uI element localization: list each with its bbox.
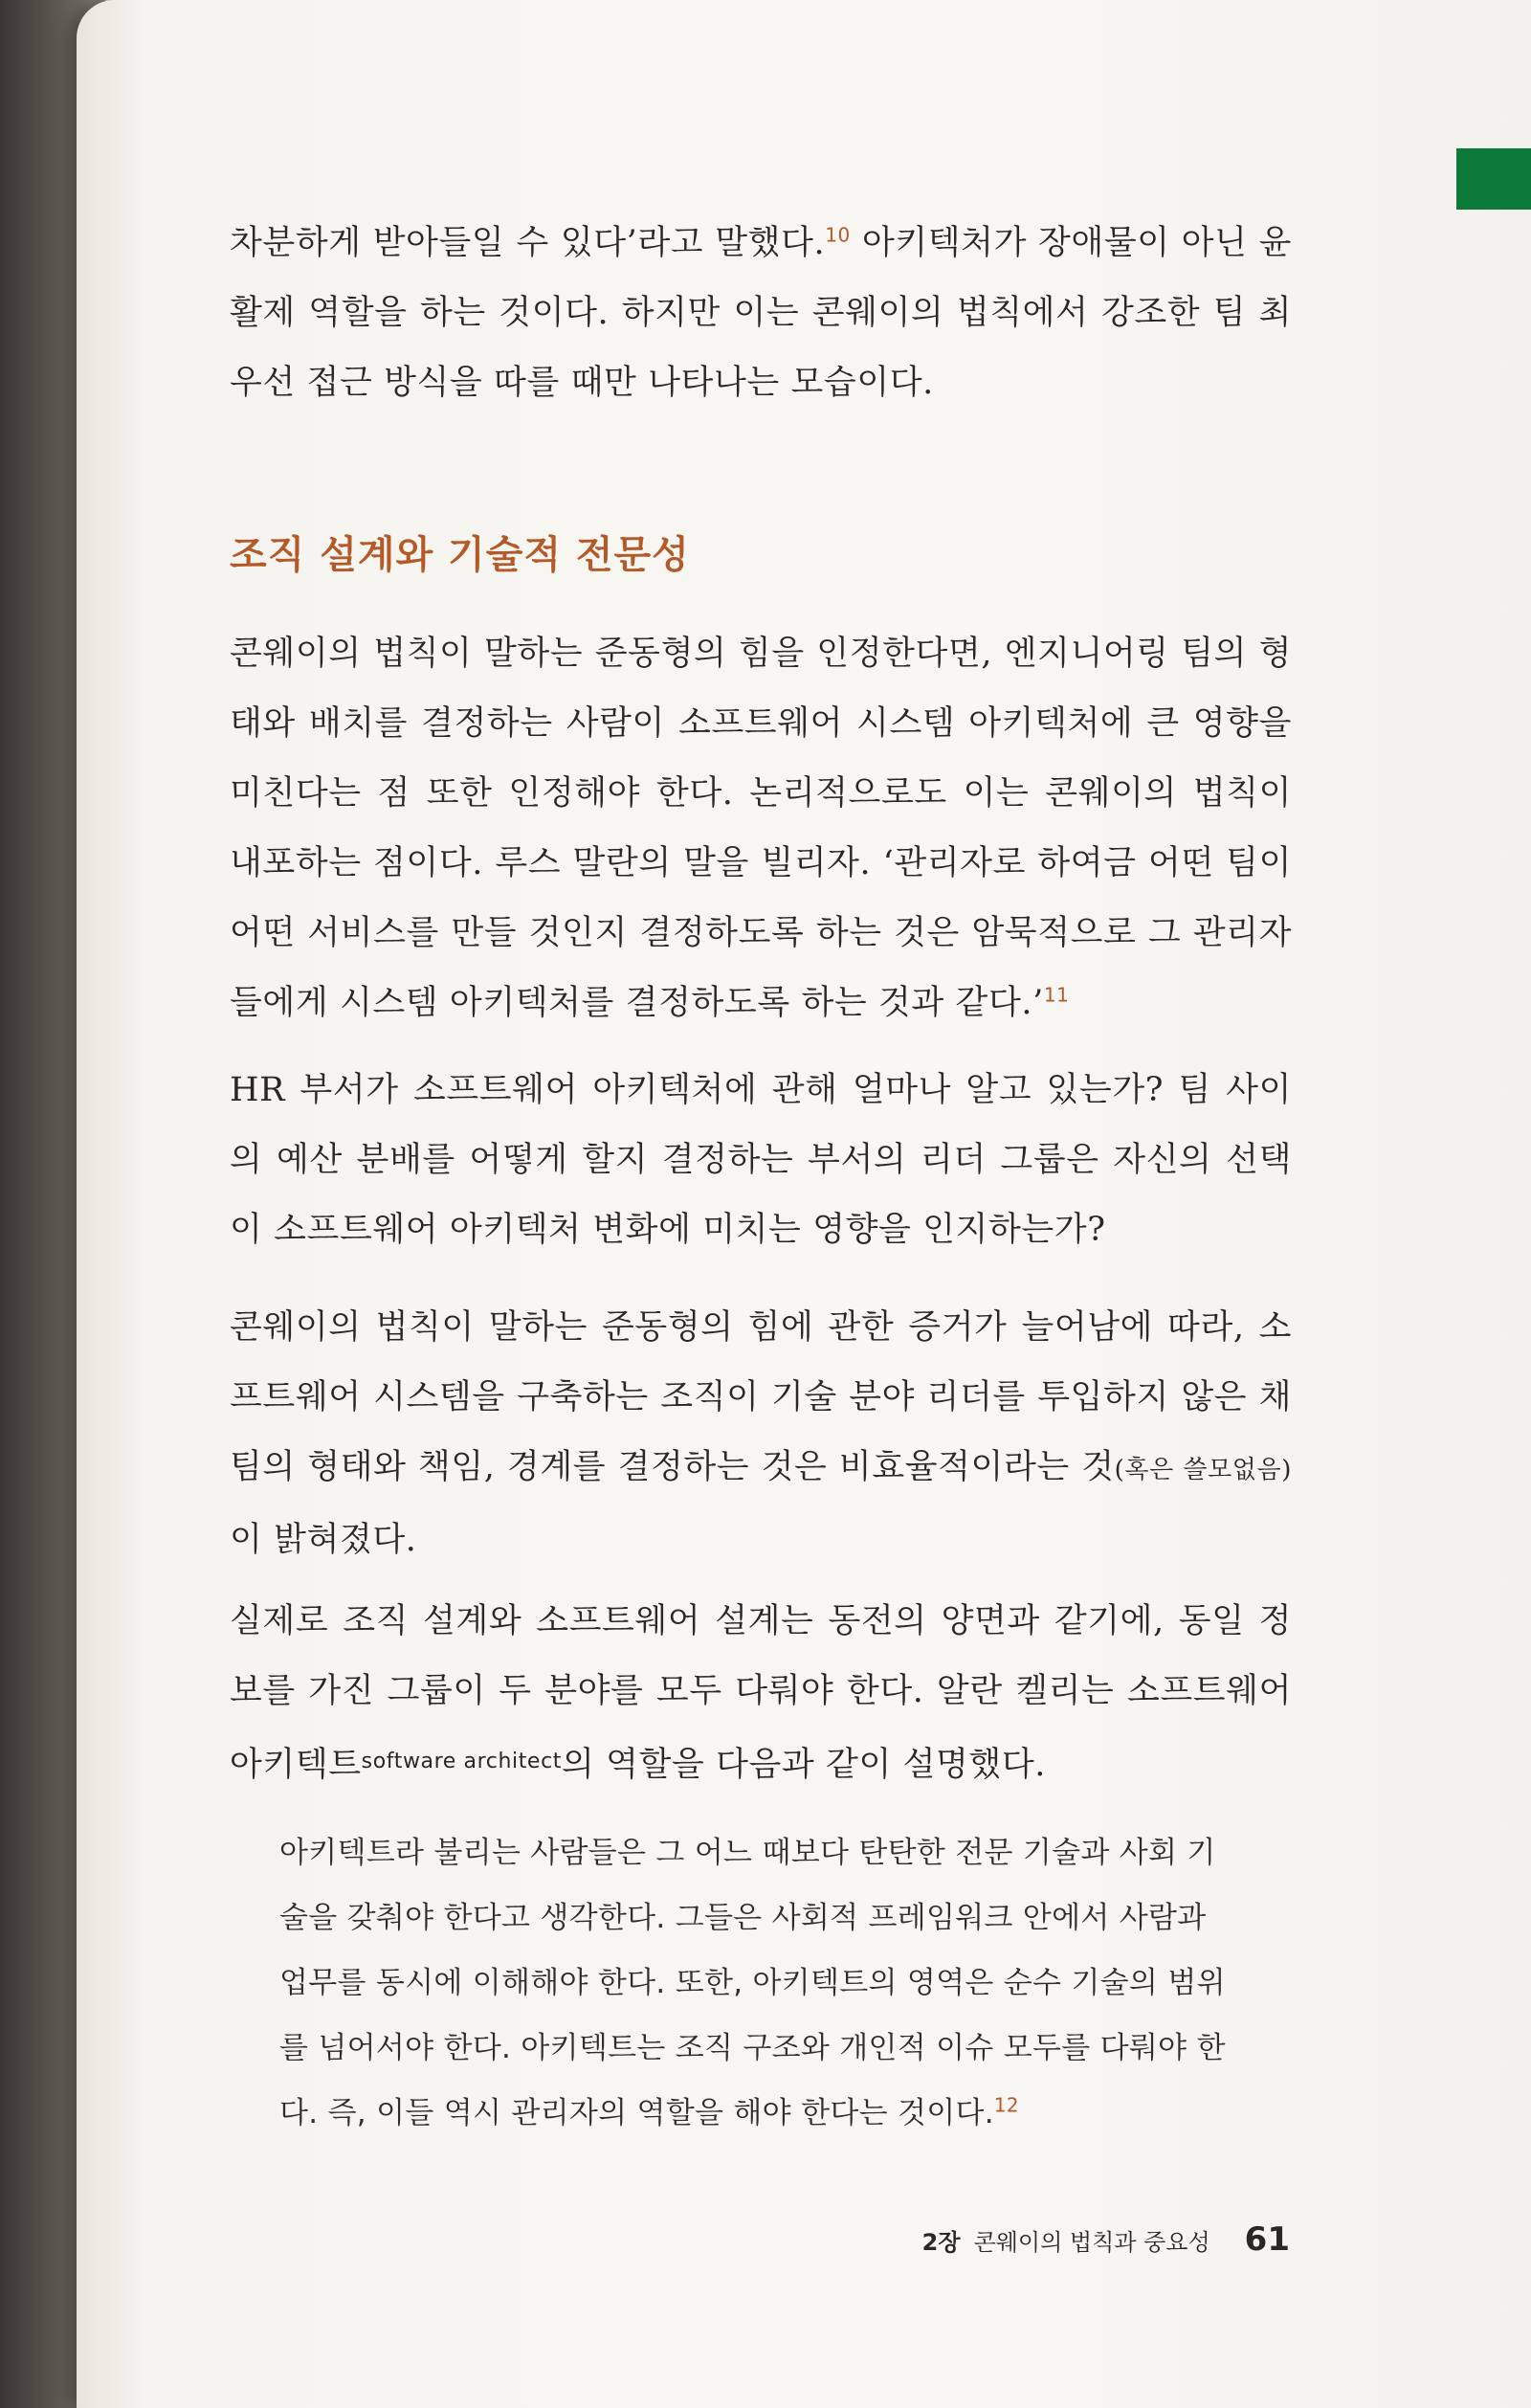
paragraph-4-english-term: software architect	[361, 1750, 562, 1773]
footnote-marker-12: 12	[993, 2093, 1019, 2117]
paragraph-4-text: 실제로 조직 설계와 소프트웨어 설계는 동전의 양면과 같기에, 동일 정보를 가진 그룹이 두 분야를 모두 다뤄야 한다. 알란 켈리는 소프트웨어 아키텍트	[230, 1602, 1292, 1784]
footer-chapter: 2장	[921, 2229, 961, 2256]
intro-line-2: 아키텍처가 장애물이 아닌 윤활제 역할을 하는 것이다. 하지만 이는 콘웨이의 법칙에서 강조한 팀 최우선 접근 방식을 따를 때만 나타나는 모습이다.	[230, 224, 1293, 402]
paragraph-3	[230, 1293, 1292, 1575]
paragraph-2	[230, 1056, 1292, 1265]
paragraph-1	[230, 619, 1292, 1038]
footnote-marker-11: 11	[1043, 983, 1070, 1007]
intro-line-1: 차분하게 받아들일 수 있다’라고 말했다.	[230, 224, 826, 262]
paragraph-3-aside: (혹은 쓸모없음)	[1114, 1456, 1292, 1484]
paragraph-4-end: 의 역할을 다음과 같이 설명했다.	[562, 1746, 1046, 1784]
paragraph-3-text: 콘웨이의 법칙이 말하는 준동형의 힘에 관한 증거가 늘어남에 따라, 소프트웨어 시스템을 구축하는 조직이 기술 분야 리더를 투입하지 않은 채 팀의 형태와 책임, 경계를 결정하는 것은 비효율적이라는 것	[230, 1308, 1292, 1486]
page-footer	[922, 2220, 1290, 2259]
intro-paragraph	[230, 209, 1292, 418]
block-quote-text: 아키텍트라 불리는 사람들은 그 어느 때보다 탄탄한 전문 기술과 사회 기술을 갖춰야 한다고 생각한다. 그들은 사회적 프레임워크 안에서 사람과 업무를 동시에 이해해야 한다. 또한, 아키텍트의 영역은 순수 기술의 범위를 넘어서야 한다. 아키텍트는 조직 구조와 개인적 이슈 모두를 다뤄야 한다. 즉, 이들 역시 관리자의 역할을 해야 한다는 것이다.	[279, 1836, 1226, 2130]
paragraph-3-end: 이 밝혀졌다.	[230, 1521, 417, 1559]
block-quote	[279, 1820, 1236, 2146]
footnote-marker-10: 10	[825, 223, 851, 247]
footer-chapter-title: 콘웨이의 법칙과 중요성	[973, 2229, 1210, 2256]
paragraph-2-text: HR 부서가 소프트웨어 아키텍처에 관해 얼마나 알고 있는가? 팀 사이의 예산 분배를 어떻게 할지 결정하는 부서의 리더 그룹은 자신의 선택이 소프트웨어 아키텍처 변화에 미치는 영향을 인지하는가?	[230, 1071, 1292, 1249]
chapter-thumb-tab	[1456, 148, 1531, 210]
section-heading: 조직 설계와 기술적 전문성	[230, 533, 690, 577]
page-number: 61	[1244, 2220, 1290, 2259]
paragraph-4	[230, 1587, 1292, 1800]
paragraph-1-text: 콘웨이의 법칙이 말하는 준동형의 힘을 인정한다면, 엔지니어링 팀의 형태와 배치를 결정하는 사람이 소프트웨어 시스템 아키텍처에 큰 영향을 미친다는 점 또한 인정해야 한다. 논리적으로도 이는 콘웨이의 법칙이 내포하는 점이다. 루스 말란의 말을 빌리자. ‘관리자로 하여금 어떤 팀이 어떤 서비스를 만들 것인지 결정하도록 하는 것은 암묵적으로 그 관리자들에게 시스템 아키텍처를 결정하도록 하는 것과 같다.’	[230, 635, 1292, 1022]
